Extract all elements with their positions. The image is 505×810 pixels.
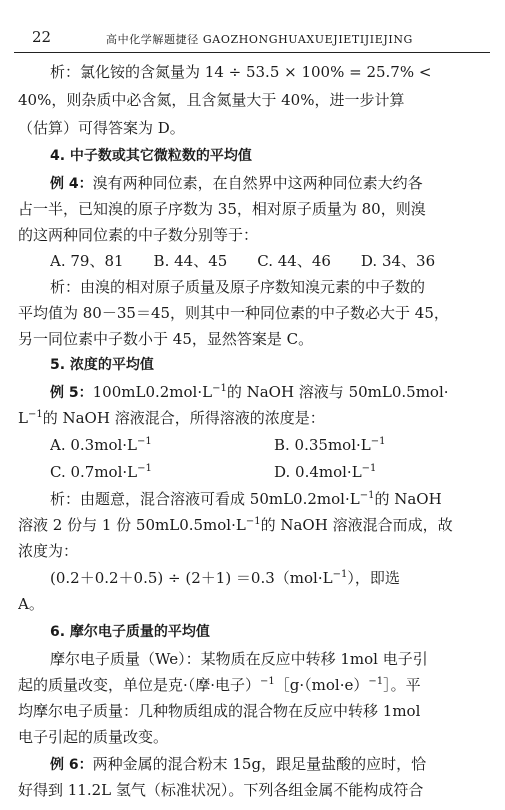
superscript: −1 [370, 436, 386, 447]
text-line: 析：由溴的相对原子质量及原子序数知溴元素的中子数的 [50, 278, 426, 296]
text-line [18, 673, 490, 697]
text-line: A。 [18, 595, 44, 613]
text-span: 100mL0.2mol·L [92, 383, 213, 401]
superscript: −1 [332, 569, 348, 580]
superscript: −1 [212, 383, 227, 394]
text-line: 好得到 11.2L 氢气（标准状况）。下列各组金属不能构成符合 [18, 781, 424, 799]
section-heading: 6. 摩尔电子质量的平均值 [50, 624, 210, 640]
answer-options: A. 79、81 B. 44、45 C. 44、46 D. 34、36 [50, 252, 436, 270]
text-line [18, 406, 490, 430]
option-b: B. 0.35mol·L [274, 436, 371, 454]
answer-options [50, 460, 490, 484]
text-span: 的 NaOH [374, 490, 442, 508]
text-line [50, 752, 490, 777]
page-header [14, 26, 490, 53]
text-line [50, 171, 490, 196]
superscript: −1 [260, 676, 275, 687]
text-line: 析：氯化铵的含氮量为 14 ÷ 53.5 × 100% = 25.7% < [50, 63, 432, 81]
text-line: （估算）可得答案为 D。 [18, 119, 185, 137]
example-text: 溴有两种同位素，在自然界中这两种同位素大约各 [92, 174, 423, 192]
text-line: 均摩尔电子质量：几种物质组成的混合物在反应中转移 1mol [18, 702, 421, 720]
superscript: −1 [137, 463, 152, 474]
section-heading: 5. 浓度的平均值 [50, 357, 154, 373]
text-span: 的 NaOH 溶液混合，所得溶液的浓度是： [42, 409, 325, 427]
text-line: 另一同位素中子数小于 45，显然答案是 C。 [18, 330, 314, 348]
option-d: D. 0.4mol·L [274, 463, 362, 481]
option-b-wrap [274, 433, 386, 457]
text-line [50, 487, 490, 511]
section-heading: 4. 中子数或其它微粒数的平均值 [50, 148, 252, 164]
text-span: L [18, 409, 28, 427]
text-span: 的 NaOH 溶液与 50mL0.5mol· [226, 383, 449, 401]
text-line [50, 566, 490, 590]
superscript: −1 [368, 676, 384, 687]
text-span: ］。平 [383, 676, 421, 694]
running-title: 高中化学解题捷径 GAOZHONGHUAXUEJIETIJIEJING [106, 33, 413, 46]
text-span: (0.2＋0.2＋0.5) ÷ (2＋1) ＝0.3（mol·L [50, 569, 333, 587]
text-span: ［g·（mol·e） [274, 676, 369, 694]
option-d-wrap [274, 460, 376, 484]
example-label: 例 6： [50, 757, 93, 773]
superscript: −1 [359, 490, 375, 501]
text-span: 溶液 2 份与 1 份 50mL0.5mol·L [18, 516, 246, 534]
text-line: 40%，则杂质中必含氮，且含氮量大于 40%，进一步计算 [18, 91, 405, 109]
text-line: 摩尔电子质量（We）：某物质在反应中转移 1mol 电子引 [50, 650, 428, 668]
text-line [18, 513, 490, 537]
answer-options [50, 433, 490, 457]
text-span: 起的质量改变，单位是克·（摩·电子） [18, 676, 261, 694]
option-a: A. 0.3mol·L [50, 436, 138, 454]
superscript: −1 [245, 516, 261, 527]
text-line: 浓度为： [18, 542, 79, 560]
example-text: 两种金属的混合粉末 15g，跟足量盐酸的应时，恰 [92, 755, 427, 773]
text-span: ），即选 [347, 569, 400, 587]
text-line: 的这两种同位素的中子数分别等于： [18, 226, 259, 244]
example-label: 例 4： [50, 176, 93, 192]
text-line: 平均值为 80－35＝45，则其中一种同位素的中子数必大于 45， [18, 304, 449, 322]
text-line: 电子引起的质量改变。 [18, 728, 169, 746]
superscript: −1 [27, 409, 43, 420]
example-label: 例 5： [50, 385, 93, 401]
text-span: 的 NaOH 溶液混合而成，故 [260, 516, 453, 534]
superscript: −1 [137, 436, 152, 447]
page-number: 22 [32, 28, 52, 46]
superscript: −1 [361, 463, 377, 474]
text-line [50, 380, 490, 405]
text-line: 占一半，已知溴的原子序数为 35，相对原子质量为 80，则溴 [18, 200, 426, 218]
text-span: 析：由题意，混合溶液可看成 50mL0.2mol·L [50, 490, 360, 508]
option-c: C. 0.7mol·L [50, 463, 138, 481]
